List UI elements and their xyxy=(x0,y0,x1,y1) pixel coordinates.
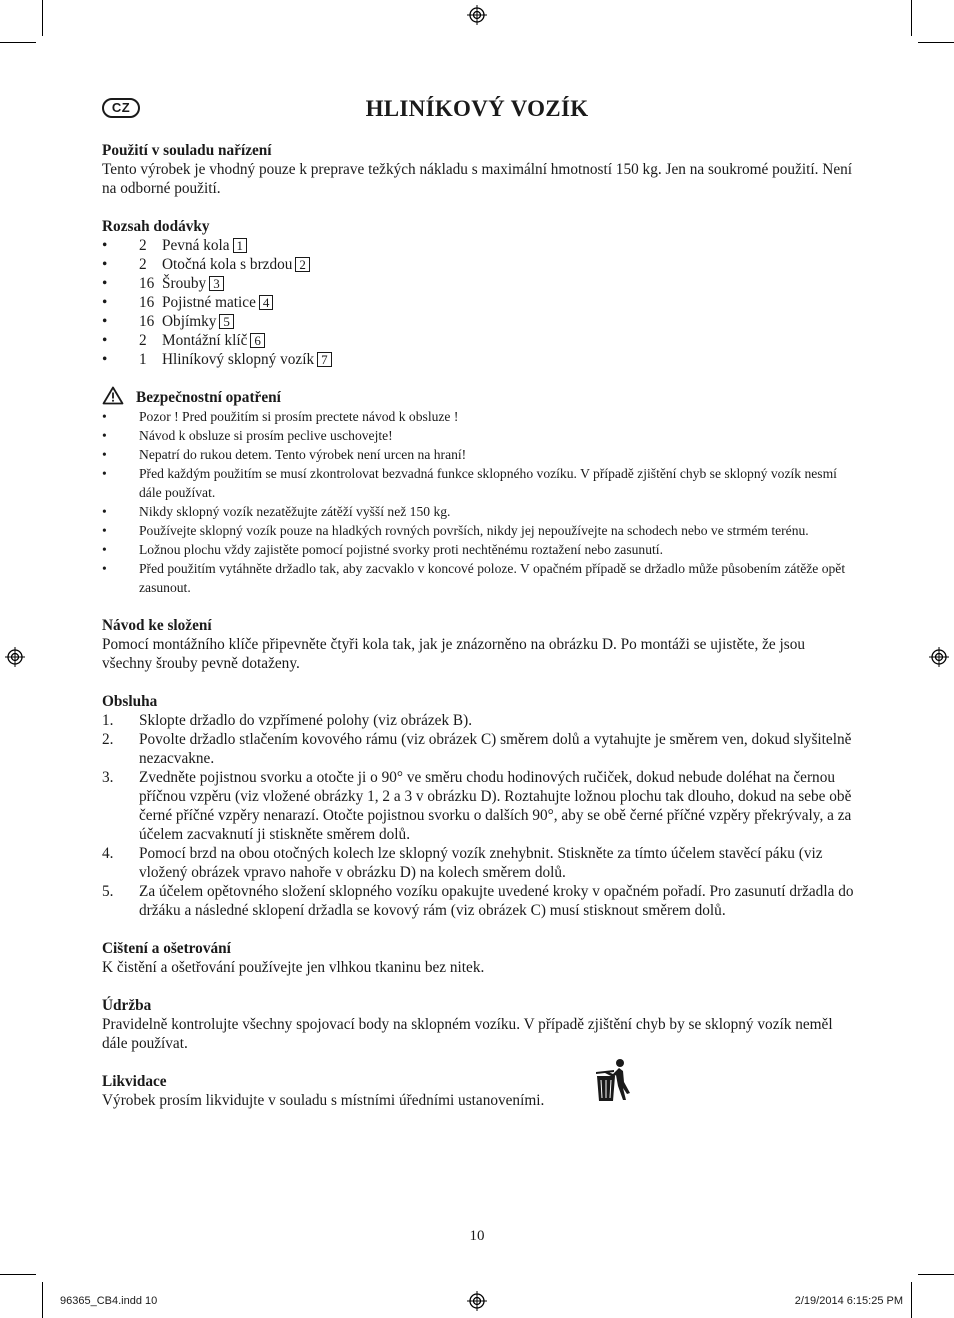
item-ref: 2 xyxy=(295,257,310,272)
operation-heading: Obsluha xyxy=(102,693,158,710)
usage-heading: Použití v souladu nařízení xyxy=(102,142,272,159)
bullet: • xyxy=(102,504,107,519)
step-number: 4. xyxy=(102,845,114,862)
footer-timestamp: 2/19/2014 6:15:25 PM xyxy=(794,1295,903,1307)
item-qty: 16 xyxy=(139,294,155,311)
item-ref: 1 xyxy=(233,238,248,253)
page-title: HLINÍKOVÝ VOZÍK xyxy=(365,96,589,121)
maintenance-section xyxy=(102,996,854,1053)
assembly-heading: Návod ke složení xyxy=(102,617,212,634)
safety-text: Nepatrí do rukou detem. Tento výrobek není urcen na hraní! xyxy=(139,447,467,462)
cleaning-section xyxy=(102,939,854,977)
item-qty: 2 xyxy=(139,332,147,349)
safety-item xyxy=(102,407,854,426)
step-text: Pomocí brzd na obou otočných kolech lze sklopný vozík znehybnit. Stiskněte za tímto účelem stavěcí páku (viz vložený obrázek vpravo nahoře v obrázku D) na kolech směrem dolů. xyxy=(139,845,823,881)
safety-text: Ložnou plochu vždy zajistěte pomocí pojistné svorky proti nechtěnému roztažení nebo zasunutí. xyxy=(139,542,663,557)
safety-item xyxy=(102,559,854,597)
country-badge: CZ xyxy=(102,98,140,118)
item-label: Pojistné matice xyxy=(162,294,256,311)
item-qty: 1 xyxy=(139,351,147,368)
registration-mark-icon xyxy=(5,647,25,667)
warning-triangle-icon xyxy=(102,386,124,405)
usage-section xyxy=(102,141,854,198)
crop-mark xyxy=(0,42,36,43)
item-label: Šrouby xyxy=(162,275,207,292)
footer-file: 96365_CB4.indd 10 xyxy=(60,1295,158,1307)
safety-item xyxy=(102,502,854,521)
crop-mark xyxy=(918,42,954,43)
safety-heading-row xyxy=(102,388,854,407)
disposal-heading: Likvidace xyxy=(102,1073,167,1090)
item-ref: 5 xyxy=(219,314,234,329)
bullet: • xyxy=(102,561,107,576)
step-number: 5. xyxy=(102,883,114,900)
item-qty: 2 xyxy=(139,237,147,254)
registration-mark-icon xyxy=(929,647,949,667)
usage-text: Tento výrobek je vhodný pouze k preprave težkých nákladu s maximální hmotností 150 kg. Jen na soukromé použití. Není na odborné použití. xyxy=(102,161,853,197)
operation-step xyxy=(102,768,854,844)
step-text: Zvedněte pojistnou svorku a otočte ji o 90° ve směru chodu hodinových ručiček, dokud nebude doléhat na černou příčnou vzpěru (viz vložené obrázky 1, 2 a 3 v obrázku D). Roztahujte ložnou plochu tak dlouho, dokud na sebe obě černé příčné vzpěry nenarazí. Otočte pojistnou svorku o dalších 90°, aby se obě černé příčné vzpěry překrývaly, a za účelem zacvaknutí ji stiskněte směrem dolů. xyxy=(139,769,852,843)
step-text: Za účelem opětovného složení sklopného vozíku opakujte uvedené kroky v opačném pořadí. Pro zasunutí držadla do držáku a následné sklopení držadla se kovový rám (viz obrázek C) musí stisknout směrem dolů. xyxy=(139,883,854,919)
item-ref: 7 xyxy=(317,352,332,367)
delivery-item xyxy=(102,236,854,255)
item-label: Objímky xyxy=(162,313,217,330)
maintenance-text: Pravidelně kontrolujte všechny spojovací body na sklopném vozíku. V případě zjištění chyb by se sklopný vozík neměl dále používat. xyxy=(102,1016,833,1052)
safety-text: Používejte sklopný vozík pouze na hladkých rovných površích, nikdy jej nepoužívejte na schodech nebo ve strmém terénu. xyxy=(139,523,809,538)
delivery-item xyxy=(102,312,854,331)
delivery-item xyxy=(102,255,854,274)
item-ref: 3 xyxy=(209,276,224,291)
crop-mark xyxy=(42,1282,43,1318)
delivery-item xyxy=(102,331,854,350)
registration-mark-icon xyxy=(467,1291,487,1311)
crop-mark xyxy=(0,1274,36,1275)
bullet: • xyxy=(102,275,108,292)
safety-section xyxy=(102,388,854,597)
page-number: 10 xyxy=(469,1228,485,1244)
bullet: • xyxy=(102,542,107,557)
operation-section xyxy=(102,692,854,920)
safety-heading: Bezpečnostní opatření xyxy=(136,389,281,406)
bullet: • xyxy=(102,409,107,424)
safety-text: Návod k obsluze si prosím peclive uschovejte! xyxy=(139,428,393,443)
item-ref: 6 xyxy=(250,333,265,348)
step-text: Povolte držadlo stlačením kovového rámu (viz obrázek C) směrem dolů a vytahujte je směrem ven, dokud slyšitelně nezacvakne. xyxy=(139,731,852,767)
assembly-section xyxy=(102,616,854,673)
delivery-heading: Rozsah dodávky xyxy=(102,218,210,235)
crop-mark xyxy=(42,0,43,36)
safety-item xyxy=(102,540,854,559)
crop-mark xyxy=(918,1274,954,1275)
step-number: 1. xyxy=(102,712,114,729)
crop-mark xyxy=(911,0,912,36)
item-qty: 2 xyxy=(139,256,147,273)
item-label: Otočná kola s brzdou xyxy=(162,256,293,273)
disposal-text: Výrobek prosím likvidujte v souladu s místními úředními ustanoveními. xyxy=(102,1092,545,1109)
safety-item xyxy=(102,521,854,540)
operation-step xyxy=(102,882,854,920)
item-qty: 16 xyxy=(139,313,155,330)
bullet: • xyxy=(102,237,108,254)
item-label: Pevná kola xyxy=(162,237,230,254)
crop-mark xyxy=(911,1282,912,1318)
bullet: • xyxy=(102,428,107,443)
safety-text: Před použitím vytáhněte držadlo tak, aby zacvaklo v koncové poloze. V opačném případě se držadlo může působením zátěže opět zasunout. xyxy=(139,561,846,595)
safety-item xyxy=(102,445,854,464)
item-label: Hliníkový sklopný vozík xyxy=(162,351,315,368)
step-number: 2. xyxy=(102,731,114,748)
cleaning-heading: Cištení a ošetrování xyxy=(102,940,231,957)
item-label: Montážní klíč xyxy=(162,332,248,349)
safety-item xyxy=(102,426,854,445)
bullet: • xyxy=(102,351,108,368)
bullet: • xyxy=(102,256,108,273)
delivery-item xyxy=(102,350,854,369)
safety-item xyxy=(102,464,854,502)
bullet: • xyxy=(102,313,108,330)
disposal-section xyxy=(102,1072,854,1110)
bullet: • xyxy=(102,523,107,538)
registration-mark-icon xyxy=(467,5,487,25)
operation-step xyxy=(102,711,854,730)
step-number: 3. xyxy=(102,769,114,786)
delivery-item xyxy=(102,274,854,293)
step-text: Sklopte držadlo do vzpřímené polohy (viz obrázek B). xyxy=(139,712,473,729)
safety-text: Pozor ! Pred použitím si prosím prectete návod k obsluze ! xyxy=(139,409,459,424)
cleaning-text: K čistění a ošetřování používejte jen vlhkou tkaninu bez nitek. xyxy=(102,959,485,976)
recycle-bin-icon xyxy=(592,1058,632,1104)
item-ref: 4 xyxy=(259,295,274,310)
bullet: • xyxy=(102,332,108,349)
assembly-text: Pomocí montážního klíče připevněte čtyři kola tak, jak je znázorněno na obrázku D. Po montáži se ujistěte, že jsou všechny šrouby pevně dotaženy. xyxy=(102,636,806,672)
delivery-section xyxy=(102,217,854,369)
delivery-item xyxy=(102,293,854,312)
bullet: • xyxy=(102,466,107,481)
maintenance-heading: Údržba xyxy=(102,997,152,1014)
document-body xyxy=(102,141,854,1129)
bullet: • xyxy=(102,447,107,462)
operation-step xyxy=(102,844,854,882)
operation-step xyxy=(102,730,854,768)
item-qty: 16 xyxy=(139,275,155,292)
bullet: • xyxy=(102,294,108,311)
safety-text: Nikdy sklopný vozík nezatěžujte zátěží vyšší než 150 kg. xyxy=(139,504,451,519)
safety-text: Před každým použitím se musí zkontrolovat bezvadná funkce sklopného vozíku. V případě zjištění chyb se sklopný vozík nesmí dále používat. xyxy=(139,466,837,500)
